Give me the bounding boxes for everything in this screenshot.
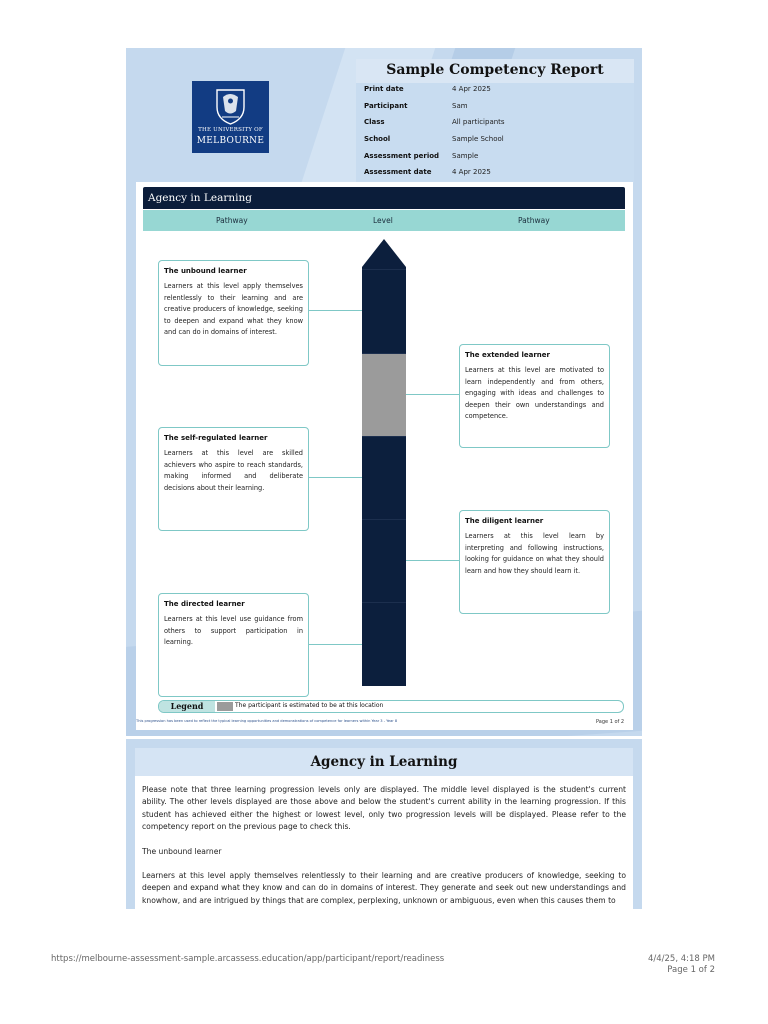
level-description: Learners at this level are motivated to learn independently and from others, engaging with ideas and challenges to deepen their own understandings and competence. — [465, 366, 604, 421]
level-segment-self-regulated — [362, 436, 406, 519]
level-title: The unbound learner — [164, 267, 247, 275]
column-right-label: Pathway — [518, 216, 550, 225]
level-card-directed — [158, 593, 309, 697]
page2-intro: Please note that three learning progression levels only are displayed. The middle level displayed is the student's current ability. The other levels displayed are those above and below the student's current ability in the learning progression. If this student has achieved either the highest or lowest level, only two progression levels will be displayed. Please refer to the competency report on the previous page to check this. — [142, 785, 626, 832]
logo-line-1: THE UNIVERSITY OF — [198, 127, 263, 133]
info-label: Assessment period — [364, 152, 440, 160]
legend — [158, 700, 624, 713]
info-value: Sample School — [452, 135, 504, 143]
info-value: 4 Apr 2025 — [452, 168, 491, 176]
info-value: 4 Apr 2025 — [452, 85, 491, 93]
progression-panel — [136, 182, 633, 730]
info-value: Sam — [452, 102, 468, 110]
logo-line-2: MELBOURNE — [196, 136, 265, 146]
level-description: Learners at this level are skilled achievers who aspire to reach standards, making informed and deliberate decisions about their learning. — [164, 449, 303, 492]
column-middle-label: Level — [373, 216, 393, 225]
print-stamp — [648, 954, 715, 976]
connector-line — [308, 310, 362, 311]
column-left-label: Pathway — [216, 216, 248, 225]
report-title-box — [356, 59, 634, 83]
level-description: Learners at this level apply themselves relentlessly to their learning and are creative producers of knowledge, seeking to deepen and expand what they know and can do in domains of interest. — [164, 282, 303, 337]
report-page-1 — [126, 48, 642, 736]
report-page-2 — [126, 739, 642, 909]
print-page-number: Page 1 of 2 — [667, 965, 715, 975]
column-header — [143, 210, 625, 231]
page2-body — [135, 776, 633, 909]
info-label: Assessment date — [364, 168, 432, 176]
level-description: Learners at this level use guidance from others to support participation in learning. — [164, 615, 303, 647]
level-card-extended — [459, 344, 610, 448]
page2-detail: Learners at this level apply themselves relentlessly to their learning and are creative producers of knowledge, seeking to deepen and expand what they know and can do in domains of interest. They generate and seek out new understandings and knowhow, and are intrigued by things that are complex, perplexing, unknown or ambiguous, even when this causes them to — [142, 871, 626, 905]
level-title: The directed learner — [164, 600, 245, 608]
level-title: The extended learner — [465, 351, 550, 359]
university-logo — [192, 81, 269, 153]
info-value: All participants — [452, 118, 505, 126]
info-label: Class — [364, 118, 385, 126]
level-segment-extended-current — [362, 353, 406, 436]
info-label: Participant — [364, 102, 408, 110]
level-card-self-regulated — [158, 427, 309, 531]
footnote: This progression has been used to reflect the typical learning opportunities and demonstrations of competence for learners within Year 3 - Year 8 — [136, 719, 398, 723]
level-title: The self-regulated learner — [164, 434, 268, 442]
legend-text: The participant is estimated to be at this location — [235, 702, 384, 709]
legend-swatch — [217, 702, 233, 711]
page2-title: Agency in Learning — [310, 754, 458, 770]
page2-subheading: The unbound learner — [142, 846, 222, 856]
level-arrow-head — [360, 239, 408, 270]
connector-line — [308, 477, 362, 478]
info-label: Print date — [364, 85, 404, 93]
crest-icon — [214, 87, 247, 125]
legend-label: Legend — [159, 701, 215, 712]
page2-header — [135, 748, 633, 776]
level-card-diligent — [459, 510, 610, 614]
level-segment-directed — [362, 602, 406, 686]
level-title: The diligent learner — [465, 517, 544, 525]
print-url: https://melbourne-assessment-sample.arcassess.education/app/participant/report/readiness — [51, 954, 445, 964]
section-title: Agency in Learning — [143, 187, 625, 209]
level-card-unbound — [158, 260, 309, 366]
info-value: Sample — [452, 152, 479, 160]
report-title: Sample Competency Report — [386, 62, 604, 78]
connector-line — [406, 560, 460, 561]
level-segment-diligent — [362, 519, 406, 602]
connector-line — [406, 394, 460, 395]
level-description: Learners at this level learn by interpreting and following instructions, looking for guidance on what they should learn and how they should learn it. — [465, 532, 604, 575]
info-label: School — [364, 135, 391, 143]
level-segment-unbound — [362, 269, 406, 353]
page-number: Page 1 of 2 — [596, 719, 625, 725]
print-datetime: 4/4/25, 4:18 PM — [647, 954, 715, 964]
connector-line — [308, 644, 362, 645]
